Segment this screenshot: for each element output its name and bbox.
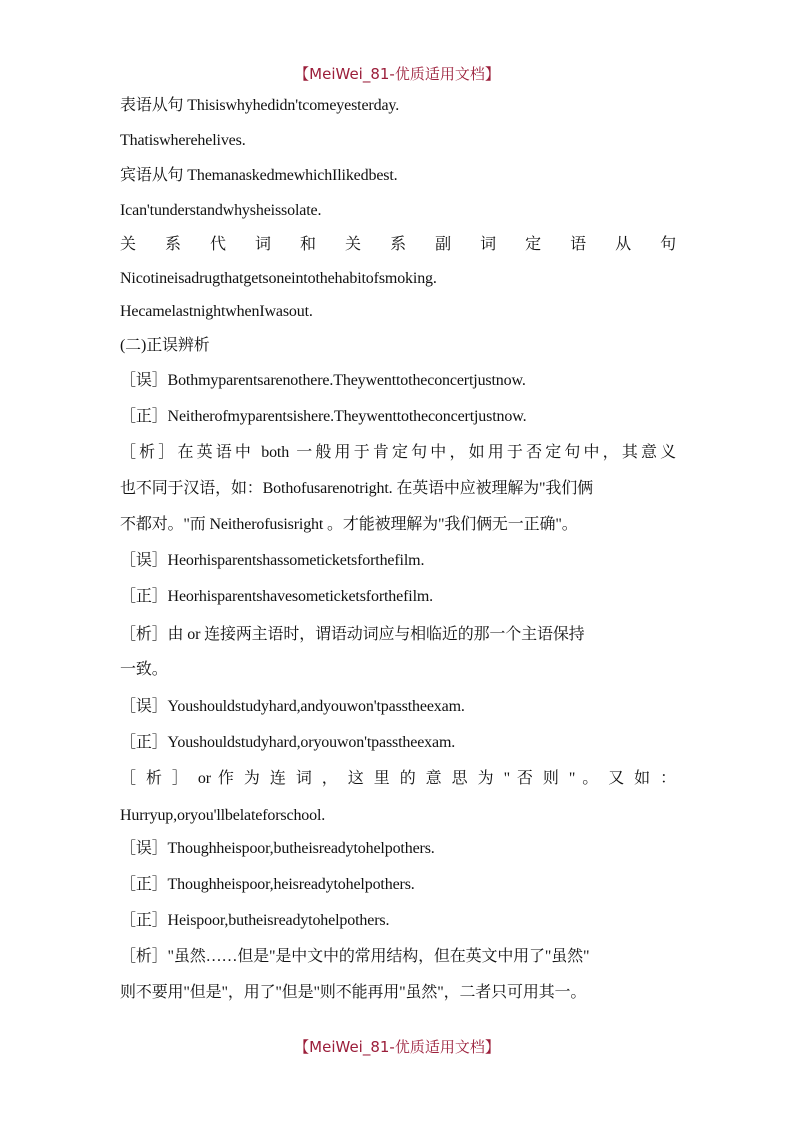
text-line: 表语从句 Thisiswhyhedidn'tcomeyesterday. bbox=[120, 97, 400, 114]
text-line: 不都对。"而 Neitherofusisright 。才能被理解为"我们俩无一正确"。 bbox=[120, 516, 578, 533]
text-line: ［误］Heorhisparentshassometicketsforthefilm. bbox=[120, 552, 425, 569]
text-line: Ican'tunderstandwhysheissolate. bbox=[120, 202, 322, 219]
text-line: ［析］在英语中 both 一般用于肯定句中，如用于否定句中，其意义 bbox=[120, 444, 676, 461]
text-line: ［正］Neitherofmyparentsishere.Theywenttotheconcertjustnow. bbox=[120, 408, 527, 425]
text-line: Nicotineisadrugthatgetsoneintothehabitofsmoking. bbox=[120, 270, 437, 287]
text-line: ［误］Thoughheispoor,butheisreadytohelpothers. bbox=[120, 840, 435, 857]
text-line: Thatiswherehelives. bbox=[120, 132, 246, 149]
text-line: Hurryup,oryou'llbelateforschool. bbox=[120, 807, 326, 824]
text-line: 关 系 代 词 和 关 系 副 词 定 语 从 句 bbox=[120, 236, 676, 253]
text-line: 也不同于汉语，如：Bothofusarenotright. 在英语中应被理解为"我们俩 bbox=[120, 480, 593, 497]
page-footer: 【MeiWei_81-优质适用文档】 bbox=[294, 1038, 500, 1056]
text-line: HecamelastnightwhenIwasout. bbox=[120, 303, 313, 320]
text-line: (二)正误辨析 bbox=[120, 337, 210, 354]
text-line: ［误］Youshouldstudyhard,andyouwon'tpasstheexam. bbox=[120, 698, 465, 715]
text-line: ［ 析 ］ or 作 为 连 词 ， 这 里 的 意 思 为 " 否 则 " 。 又 如 ： bbox=[120, 770, 676, 787]
text-line: ［正］Youshouldstudyhard,oryouwon'tpasstheexam. bbox=[120, 734, 456, 751]
text-line: 则不要用"但是"，用了"但是"则不能再用"虽然"，二者只可用其一。 bbox=[120, 984, 587, 1001]
text-line: 宾语从句 ThemanaskedmewhichIlikedbest. bbox=[120, 167, 398, 184]
text-line: ［正］Heispoor,butheisreadytohelpothers. bbox=[120, 912, 390, 929]
text-line: 一致。 bbox=[120, 661, 168, 678]
text-line: ［正］Thoughheispoor,heisreadytohelpothers. bbox=[120, 876, 415, 893]
text-line: ［析］"虽然……但是"是中文中的常用结构，但在英文中用了"虽然" bbox=[120, 948, 590, 965]
text-line: ［正］Heorhisparentshavesometicketsforthefilm. bbox=[120, 588, 434, 605]
page-header: 【MeiWei_81-优质适用文档】 bbox=[294, 65, 500, 83]
text-line: ［析］由 or 连接两主语时，谓语动词应与相临近的那一个主语保持 bbox=[120, 626, 585, 643]
text-line: ［误］Bothmyparentsarenothere.Theywenttotheconcertjustnow. bbox=[120, 372, 526, 389]
